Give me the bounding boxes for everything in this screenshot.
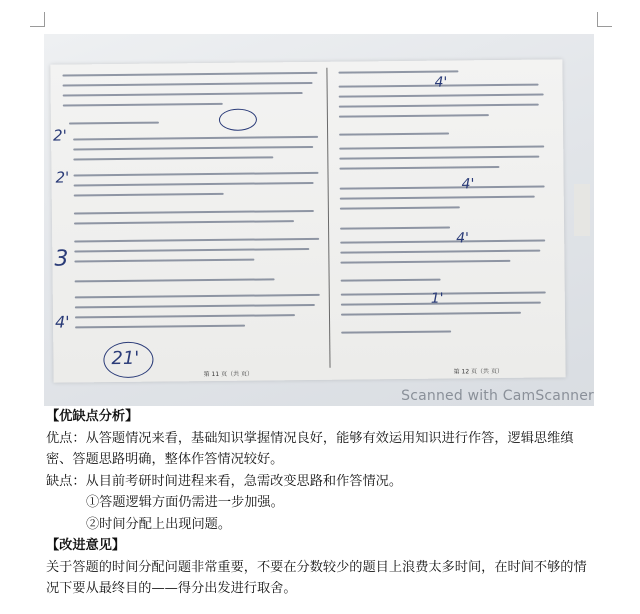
handwriting-line <box>338 70 458 73</box>
camscanner-watermark: Scanned with CamScanner <box>401 388 594 404</box>
crop-mark-right <box>597 12 612 27</box>
handwriting-line <box>63 92 303 96</box>
cons-point-1: ①答题逻辑方面仍需进一步加强。 <box>86 495 284 510</box>
handwriting-line <box>341 279 441 282</box>
handwriting-line <box>73 156 273 160</box>
advice-heading: 【改进意见】 <box>46 538 126 553</box>
page-edge-tab <box>574 184 590 236</box>
handwriting-line <box>74 238 319 242</box>
handwriting-line <box>339 146 544 150</box>
score-mark: 2' <box>52 126 67 145</box>
page-footer-left: 第 11 页（共 页） <box>203 370 253 379</box>
handwriting-line <box>339 133 449 136</box>
handwriting-line <box>341 312 521 315</box>
handwriting-line <box>74 193 224 196</box>
handwriting-line <box>75 304 315 308</box>
handwriting-line <box>339 114 489 117</box>
handwriting-line <box>73 136 318 140</box>
handwriting-line <box>340 186 545 190</box>
handwriting-line <box>339 166 499 169</box>
handwriting-line <box>339 104 539 108</box>
handwriting-line <box>340 196 535 200</box>
handwriting-line <box>75 294 320 298</box>
handwriting-line <box>63 103 223 106</box>
crop-mark-left <box>30 12 45 27</box>
handwriting-line <box>340 227 450 230</box>
handwriting-line <box>339 94 544 98</box>
feedback-text <box>46 406 598 600</box>
handwriting-line <box>74 210 314 214</box>
handwriting-line <box>74 248 309 252</box>
handwriting-line <box>75 325 245 328</box>
scanned-answer-sheet <box>44 34 594 406</box>
score-mark: 3 <box>54 246 69 272</box>
handwriting-line <box>73 146 313 150</box>
column-divider <box>326 68 330 368</box>
cons-text: 缺点：从目前考研时间进程来看，急需改变思路和作答情况。 <box>46 473 403 489</box>
analysis-heading: 【优缺点分析】 <box>46 409 139 424</box>
handwriting-line <box>74 220 294 224</box>
handwriting-line <box>341 331 451 334</box>
handwriting-line <box>340 260 510 263</box>
handwriting-line <box>75 314 295 318</box>
handwriting-line <box>340 240 545 244</box>
scanned-page <box>50 59 565 382</box>
score-mark: 2' <box>55 168 70 187</box>
page-footer-right: 第 12 页（共 页） <box>453 367 503 376</box>
total-score: 21' <box>111 347 140 370</box>
score-mark: 4' <box>456 230 470 247</box>
handwriting-line <box>74 259 254 262</box>
handwriting-line <box>75 278 275 282</box>
score-mark: 4' <box>434 74 448 91</box>
handwriting-line <box>340 250 540 254</box>
handwriting-line <box>339 156 539 160</box>
handwriting-line <box>63 82 313 86</box>
handwriting-line <box>69 122 159 125</box>
handwriting-line <box>340 206 460 209</box>
score-mark: 4' <box>54 312 70 332</box>
score-mark: 1' <box>430 290 444 307</box>
handwriting-line <box>62 72 317 76</box>
cons-point-2: ②时间分配上出现问题。 <box>86 516 232 532</box>
pros-text: 优点：从答题情况来看，基础知识掌握情况良好，能够有效运用知识进行作答，逻辑思维缜密、答题思路明确，整体作答情况较好。 <box>46 430 574 467</box>
advice-text: 关于答题的时间分配问题非常重要，不要在分数较少的题目上浪费太多时间，在时间不够的情况下要从最终目的——得分出发进行取舍。 <box>46 559 587 596</box>
annotation-circle <box>219 109 257 131</box>
score-mark: 4' <box>461 176 475 193</box>
handwriting-line <box>73 172 318 176</box>
handwriting-line <box>74 182 314 186</box>
